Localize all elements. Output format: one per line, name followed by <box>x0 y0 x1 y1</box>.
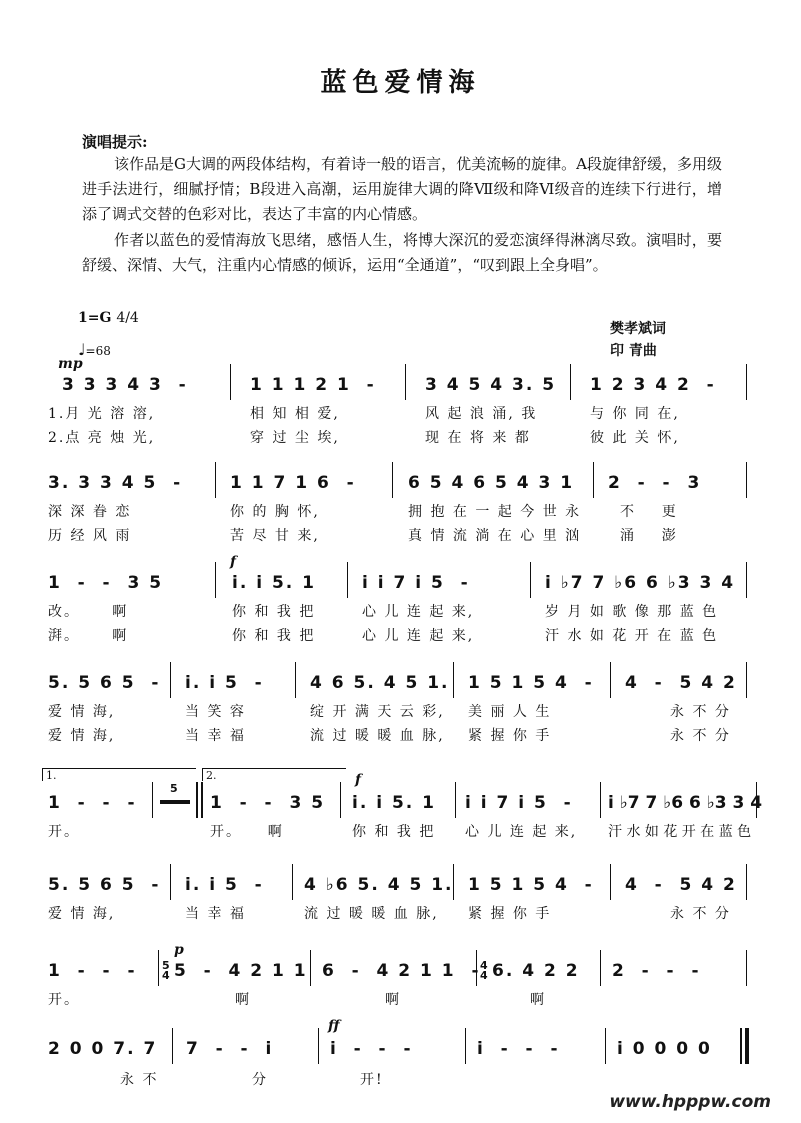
measure: i. i 5 - <box>185 875 264 895</box>
measure: i - - - <box>330 1039 413 1059</box>
measure: 4 6 5. 4 5 1. <box>310 673 450 693</box>
barline <box>340 782 341 818</box>
notes-line <box>40 372 760 398</box>
notes-line <box>40 872 760 898</box>
measure: 1 - - 3 5 <box>210 793 326 813</box>
barline <box>746 462 747 498</box>
barline <box>746 562 747 598</box>
notes-line <box>40 1036 760 1062</box>
composer-credit: 印 青曲 <box>610 343 657 359</box>
barline <box>465 1028 466 1064</box>
measure: i. i 5. 1 <box>232 573 316 593</box>
barline <box>392 462 393 498</box>
barline <box>170 662 171 698</box>
measure: 5 - 4 2 1 1 <box>174 961 308 981</box>
barline <box>453 662 454 698</box>
page-title: 蓝色爱情海 <box>320 68 481 98</box>
measure: i ♭7 7 ♭6 6 ♭3 3 4 <box>545 573 736 593</box>
measure: 4 ♭6 5. 4 5 1. <box>304 875 454 895</box>
lyric-line-1: 爱 情 海, 当 幸 福 流 过 暖 暖 血 脉, 紧 握 你 手 永 不 分 <box>48 906 731 922</box>
measure: 1 - - 3 5 <box>48 573 164 593</box>
lyric-line-1: 爱 情 海, 当 笑 容 绽 开 满 天 云 彩, 美 丽 人 生 永 不 分 <box>48 704 731 720</box>
barline <box>610 662 611 698</box>
barline <box>310 950 311 986</box>
barline <box>455 782 456 818</box>
lyric-line-1: 1.月 光 溶 溶, 相 知 相 爱, 风 起 浪 涌, 我 与 你 同 在, <box>48 406 680 422</box>
barline <box>215 462 216 498</box>
measure: 3 4 5 4 3. 5 <box>425 375 557 395</box>
barline <box>746 662 747 698</box>
watermark: www.hpppw.com <box>609 1092 771 1112</box>
barline <box>170 864 171 900</box>
notes-line <box>40 570 760 596</box>
barline <box>405 364 406 400</box>
measure: 3. 3 3 4 5 - <box>48 473 183 493</box>
measure: 7 - - i <box>186 1039 274 1059</box>
barline <box>215 562 216 598</box>
barline <box>600 950 601 986</box>
final-barline <box>740 1028 742 1064</box>
repeat-barline <box>196 782 198 818</box>
time-change: 4 4 <box>480 959 488 982</box>
volta-2: 2. <box>202 768 346 781</box>
barline <box>593 462 594 498</box>
measure: 1 - - - <box>48 793 137 813</box>
time-change: 5 4 <box>162 959 170 982</box>
barline <box>746 950 747 986</box>
measure: 2 - - - <box>612 961 701 981</box>
lyric-line-1: 深 深 眷 恋 你 的 胸 怀, 拥 抱 在 一 起 今 世 永 不 更 <box>48 504 678 520</box>
measure: 4 - 5 4 2 <box>625 673 737 693</box>
tips-paragraph-2: 作者以蓝色的爱情海放飞思绪，感悟人生，将博大深沉的爱恋演绎得淋漓尽致。演唱时，要舒缓、深情、大气，注重内心情感的倾诉，运用“全通道”，“叹到跟上全身唱”。 <box>82 231 722 274</box>
barline <box>347 562 348 598</box>
measure: 2 0 0 7. 7 <box>48 1039 158 1059</box>
barline <box>476 950 477 986</box>
barline <box>570 364 571 400</box>
measure: 1 - - - <box>48 961 137 981</box>
key-signature: 1=G 4/4 <box>78 310 139 326</box>
measure: i. i 5 - <box>185 673 264 693</box>
lyric-line-1: 改。 啊 你 和 我 把 心 儿 连 起 来, 岁 月 如 歌 像 那 蓝 色 <box>48 604 719 620</box>
barline <box>152 782 153 818</box>
barline <box>230 364 231 400</box>
measure: 1 5 1 5 4 - <box>468 673 594 693</box>
tips-paragraph-1: 该作品是G大调的两段体结构，有着诗一般的语言，优美流畅的旋律。A段旋律舒缓，多用级进手法进行，细腻抒情；B段进入高潮，运用旋律大调的降Ⅶ级和降Ⅵ级音的连续下行进行，增添了调式交替的色彩对比，表达了丰富的内心情感。 <box>82 155 722 223</box>
measure: 2 - - 3 <box>608 473 702 493</box>
final-barline <box>745 1028 749 1064</box>
quarter-note-icon: ♩ <box>78 340 86 359</box>
lyric-line-2: 爱 情 海, 当 幸 福 流 过 暖 暖 血 脉, 紧 握 你 手 永 不 分 <box>48 728 731 744</box>
tips-heading: 演唱提示: <box>82 133 148 151</box>
barline <box>158 950 159 986</box>
measure: i 0 0 0 0 <box>617 1039 712 1059</box>
barline <box>746 364 747 400</box>
measure: 6 5 4 6 5 4 3 1 <box>408 473 575 493</box>
measure: 1 5 1 5 4 - <box>468 875 594 895</box>
measure: i - - - <box>477 1039 560 1059</box>
barline <box>318 1028 319 1064</box>
dynamic-ff: ff <box>328 1018 340 1034</box>
measure: 4 - 5 4 2 <box>625 875 737 895</box>
measure: 6 - 4 2 1 1 - <box>322 961 481 981</box>
notes-line <box>40 470 760 496</box>
measure: 6. 4 2 2 <box>492 961 580 981</box>
barline <box>605 1028 606 1064</box>
barline <box>172 1028 173 1064</box>
lyric-line-2: 2.点 亮 烛 光, 穿 过 尘 埃, 现 在 将 来 都 彼 此 关 怀, <box>48 430 680 446</box>
lyric-line-1: 永 不 分 开! <box>120 1072 384 1088</box>
measure: 3 3 3 4 3 - <box>62 375 188 395</box>
dynamic-mp: mp <box>58 356 83 372</box>
notes-line <box>40 782 763 816</box>
barline <box>295 662 296 698</box>
measure: 1 2 3 4 2 - <box>590 375 716 395</box>
barline <box>453 864 454 900</box>
lyric-line-2: 湃。 啊 你 和 我 把 心 儿 连 起 来, 汗 水 如 花 开 在 蓝 色 <box>48 628 719 644</box>
measure: 5. 5 6 5 - <box>48 673 161 693</box>
volta-1: 1. <box>42 768 196 781</box>
lyricist-credit: 樊孝斌词 <box>610 321 666 337</box>
barline <box>530 562 531 598</box>
rest-count: 5 <box>170 782 178 795</box>
measure: i. i 5. 1 <box>352 793 436 813</box>
dynamic-p: p <box>174 942 184 958</box>
measure: 1 1 1 2 1 - <box>250 375 376 395</box>
barline <box>600 782 601 818</box>
measure: i i 7 i 5 - <box>362 573 470 593</box>
dynamic-f: f <box>355 772 362 788</box>
multi-rest <box>160 800 190 804</box>
measure: 1 1 7 1 6 - <box>230 473 356 493</box>
repeat-barline <box>201 782 203 818</box>
lyric-line-2: 历 经 风 雨 苦 尽 甘 来, 真 情 流 淌 在 心 里 汹 涌 澎 <box>48 528 678 544</box>
measure: i ♭7 7 ♭6 6 ♭3 3 4 <box>608 793 763 813</box>
barline <box>610 864 611 900</box>
measure: i i 7 i 5 - <box>465 793 573 813</box>
lyric-line-1: 开。 开。 啊 你 和 我 把 心 儿 连 起 来, 汗 水 如 花 开 在 蓝 色 <box>48 824 752 840</box>
tempo-marking: ♩=68 <box>78 340 111 359</box>
dynamic-f: f <box>230 554 237 570</box>
lyric-line-1: 开。 啊 啊 啊 <box>48 992 546 1008</box>
barline <box>746 864 747 900</box>
barline <box>292 864 293 900</box>
barline <box>756 782 757 818</box>
notes-line <box>40 670 760 696</box>
notes-line <box>40 958 760 984</box>
time-signature: 4/4 <box>116 310 139 326</box>
measure: 5. 5 6 5 - <box>48 875 161 895</box>
